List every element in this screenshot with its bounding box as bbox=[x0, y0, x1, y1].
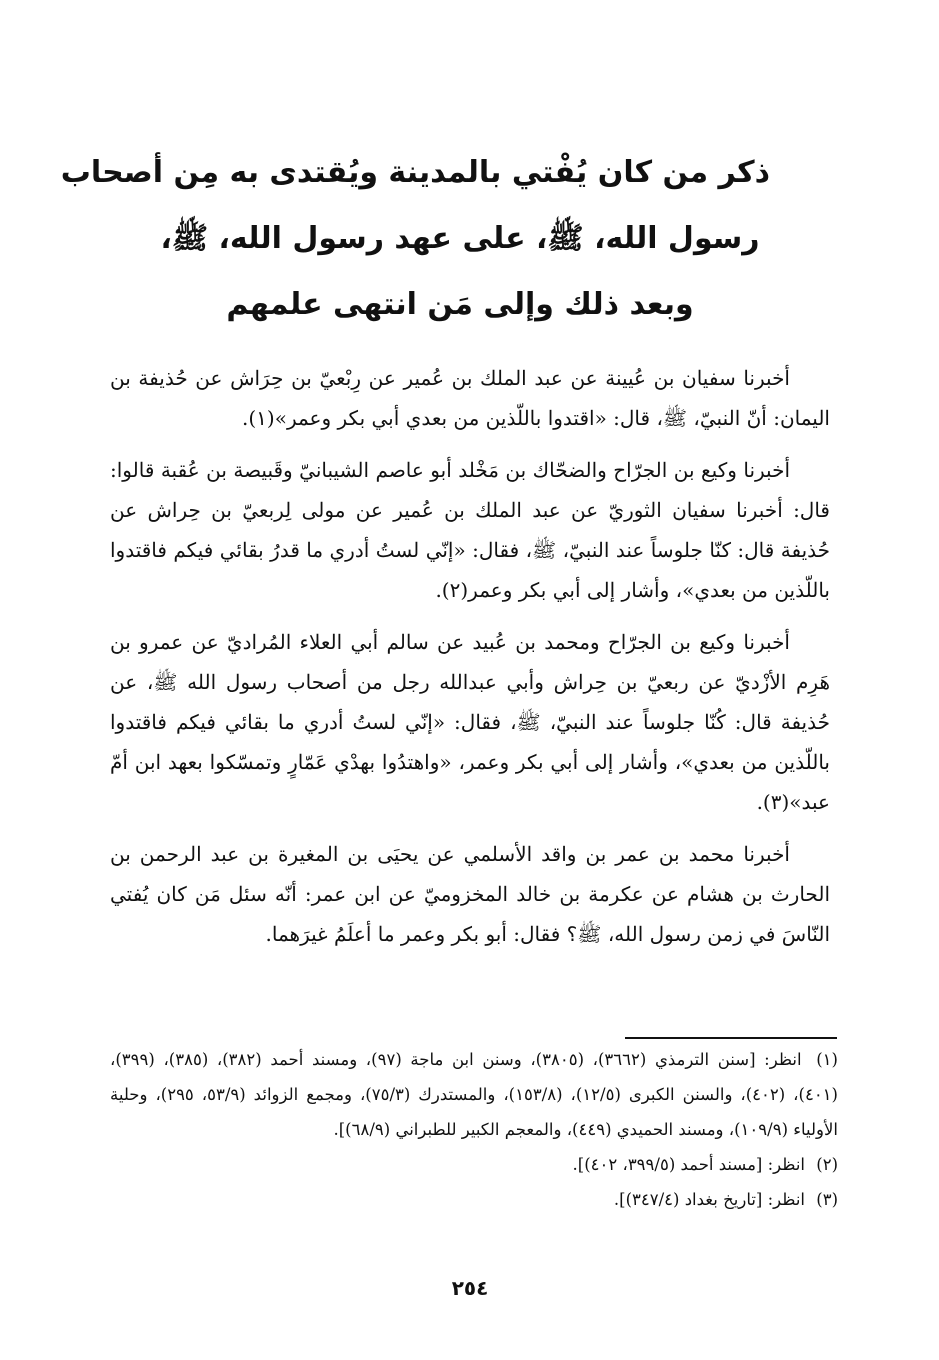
footnote-1 bbox=[110, 1042, 838, 1147]
footnote-text: انظر: [مسند أحمد (٣٩٩/٥، ٤٠٢)]. bbox=[572, 1155, 805, 1174]
footnote-separator bbox=[625, 1037, 837, 1039]
footnote-number: (١) bbox=[816, 1050, 838, 1069]
footnote-text: انظر: [تاريخ بغداد (٣٤٧/٤)]. bbox=[613, 1190, 805, 1209]
footnote-number: (٣) bbox=[816, 1190, 838, 1209]
paragraph-2: أخبرنا وكيع بن الجرّاح والضحّاك بن مَخْلد أبو عاصم الشيبانيّ وقَبيصة بن عُقبة قالوا: قال: أخبرنا سفيان الثوريّ عن عبد الملك بن عُمير عن مولى لِربعيّ بن حِراش عن حُذيفة قال: كنّا جلوساً عند النبيّ، ﷺ، فقال: «إنّي لستُ أدري ما قدرُ بقائي فيكم فاقتدوا باللّذين من بعدي»، وأشار إلى أبي بكر وعمر(٢). bbox=[110, 458, 830, 602]
paragraph-4: أخبرنا محمد بن عمر بن واقد الأسلمي عن يحيَى بن المغيرة بن عبد الرحمن بن الحارث بن هشام عن عكرمة بن خالد المخزوميّ عن ابن عمر: أنّه سئل مَن كان يُفتي النّاسَ في زمن رسول الله، ﷺ؟ فقال: أبو بكر وعمر ما أعلَمُ غيرَهما. bbox=[110, 842, 830, 946]
footnotes bbox=[110, 1042, 838, 1217]
footnote-text: انظر: [سنن الترمذي (٣٦٦٢)، (٣٨٠٥)، وسنن ابن ماجة (٩٧)، ومسند أحمد (٣٨٢)، (٣٨٥)، (٣٩٩)، (٤٠١)، (٤٠٢)، والسنن الكبرى (١٢/٥)، (١٥٣/٨)، والمستدرك (٧٥/٣)، ومجمع الزوائد (٥٣/٩، ٢٩٥)، وحلية الأولياء (١٠٩/٩)، ومسند الحميدي (٤٤٩)، والمعجم الكبير للطبراني (٦٨/٩)]. bbox=[110, 1050, 838, 1139]
heading-line-1: ذكر من كان يُفْتي بالمدينة ويُقتدى به مِن أصحاب bbox=[60, 155, 770, 190]
page-number: ٢٥٤ bbox=[451, 1276, 489, 1300]
footnote-number: (٢) bbox=[816, 1155, 838, 1174]
body-text bbox=[110, 358, 830, 966]
heading-line-3: وبعد ذلك وإلى مَن انتهى علمهم bbox=[226, 287, 694, 322]
heading-line-2: رسول الله، ﷺ، على عهد رسول الله، ﷺ، bbox=[160, 221, 760, 256]
footnote-3 bbox=[110, 1182, 838, 1217]
chapter-heading bbox=[60, 140, 770, 338]
paragraph-3: أخبرنا وكيع بن الجرّاح ومحمد بن عُبيد عن سالم أبي العلاء المُراديّ عن عمرو بن هَرِم الأزْديّ عن ربعيّ بن حِراش وأبي عبدالله رجل من أصحاب رسول الله ﷺ، عن حُذيفة قال: كُنّا جلوساً عند النبيّ، ﷺ، فقال: «إنّي لستُ أدري ما بقائي فيكم فاقتدوا باللّذين من بعدي»، وأشار إلى أبي بكر وعمر، «واهتدُوا بهدْي عَمّارٍ وتمسّكوا بعهد ابن أمّ عبد»(٣). bbox=[110, 630, 830, 814]
paragraph-1: أخبرنا سفيان بن عُيينة عن عبد الملك بن عُمير عن رِبْعيّ بن حِرَاش عن حُذيفة بن اليمان: أنّ النبيّ، ﷺ، قال: «اقتدوا باللّذين من بعدي أبي بكر وعمر»(١). bbox=[110, 366, 830, 430]
footnote-2 bbox=[110, 1147, 838, 1182]
